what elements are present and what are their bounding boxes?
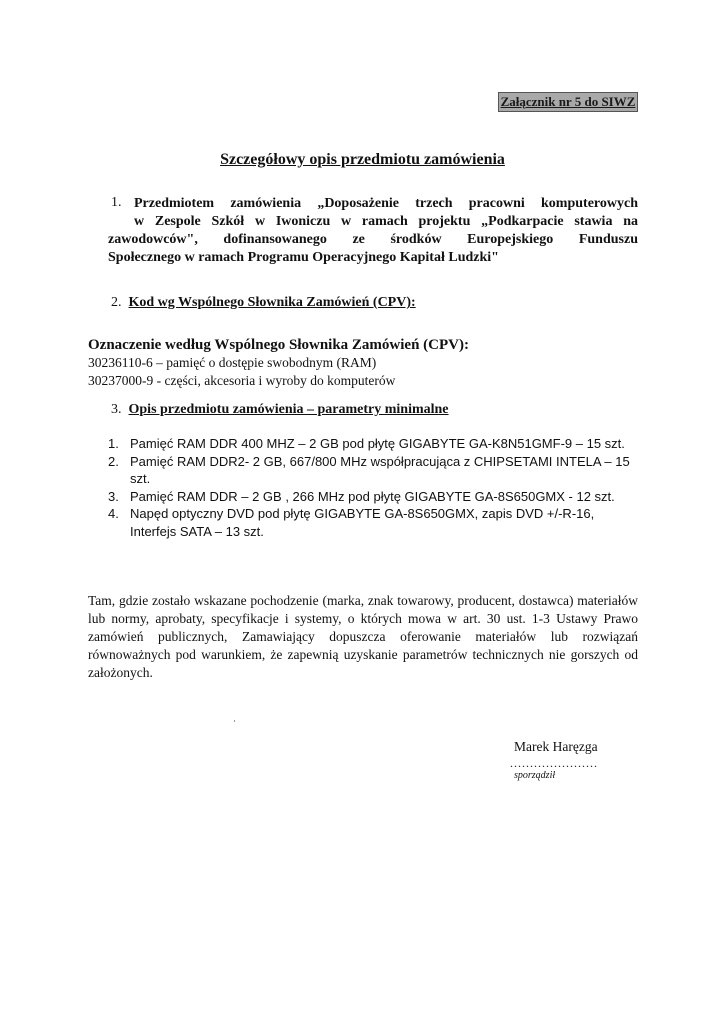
- equivalence-paragraph: Tam, gdzie zostało wskazane pochodzenie (marka, znak towarowy, producent, dostawca) materiałów lub normy, aprobaty, specyfikacje i systemy, o których mowa w art. 30 ust. 1-3 Ustawy Prawo zamówień publicznych, Zamawiający dopuszcza oferowanie materiałów lub rozwiązań równoważnych pod warunkiem, że zapewnią uzyskanie parametrów technicznych nie gorszych od założonych.: [88, 593, 638, 680]
- list-item: [108, 488, 638, 506]
- parameters-list: [108, 435, 638, 540]
- signer-name: Marek Haręzga: [514, 739, 598, 754]
- section-1-number: 1.: [111, 195, 122, 210]
- list-item: [108, 505, 638, 540]
- attachment-label: Załącznik nr 5 do SIWZ: [498, 92, 638, 112]
- list-item-number: 1.: [108, 436, 119, 451]
- list-item: [108, 453, 638, 488]
- section-3-number: 3.: [111, 402, 122, 417]
- list-item-text: Pamięć RAM DDR 400 MHZ – 2 GB pod płytę GIGABYTE GA-K8N51GMF-9 – 15 szt.: [130, 436, 625, 451]
- signature-line: ......................: [510, 756, 598, 770]
- list-item-text: Pamięć RAM DDR – 2 GB , 266 MHz pod płytę GIGABYTE GA-8S650GMX - 12 szt.: [130, 488, 615, 504]
- signer-role: sporządził: [514, 770, 556, 781]
- section-1-line-4: Społecznego w ramach Programu Operacyjnego Kapitał Ludzki": [108, 250, 499, 265]
- cpv-heading: Oznaczenie według Wspólnego Słownika Zamówień (CPV):: [88, 337, 469, 353]
- list-item: [108, 435, 638, 453]
- section-2-heading: [111, 295, 416, 311]
- section-2-number: 2.: [111, 295, 122, 310]
- section-1-first-line: [134, 195, 638, 231]
- list-item-number: 3.: [108, 488, 119, 504]
- list-item-number: 4.: [108, 506, 119, 521]
- list-item-text: Pamięć RAM DDR2- 2 GB, 667/800 MHz współpracująca z CHIPSETAMI INTELA – 15 szt.: [130, 453, 630, 486]
- section-2-title: Kod wg Wspólnego Słownika Zamówień (CPV):: [128, 295, 416, 310]
- section-1-continuation: [108, 231, 638, 267]
- scan-speck: [234, 720, 235, 722]
- document-title: Szczegółowy opis przedmiotu zamówienia: [220, 151, 505, 168]
- section-3-heading: [111, 402, 449, 418]
- cpv-code-2: 30237000-9 - części, akcesoria i wyroby do komputerów: [88, 373, 396, 388]
- cpv-code-1: 30236110-6 – pamięć o dostępie swobodnym (RAM): [88, 355, 377, 370]
- section-3-title: Opis przedmiotu zamówienia – parametry minimalne: [128, 402, 449, 417]
- section-1-line-2: w Zespole Szkół w Iwoniczu w ramach projektu „Podkarpacie stawia na: [134, 214, 638, 229]
- section-1-line-1: Przedmiotem zamówienia „Doposażenie trzech pracowni komputerowych: [134, 196, 638, 211]
- list-item-number: 2.: [108, 453, 119, 469]
- section-1-line-3: zawodowców", dofinansowanego ze środków Europejskiego Funduszu: [108, 232, 638, 247]
- list-item-text: Napęd optyczny DVD pod płytę GIGABYTE GA-8S650GMX, zapis DVD +/-R-16, Interfejs SATA – 13 szt.: [130, 506, 595, 539]
